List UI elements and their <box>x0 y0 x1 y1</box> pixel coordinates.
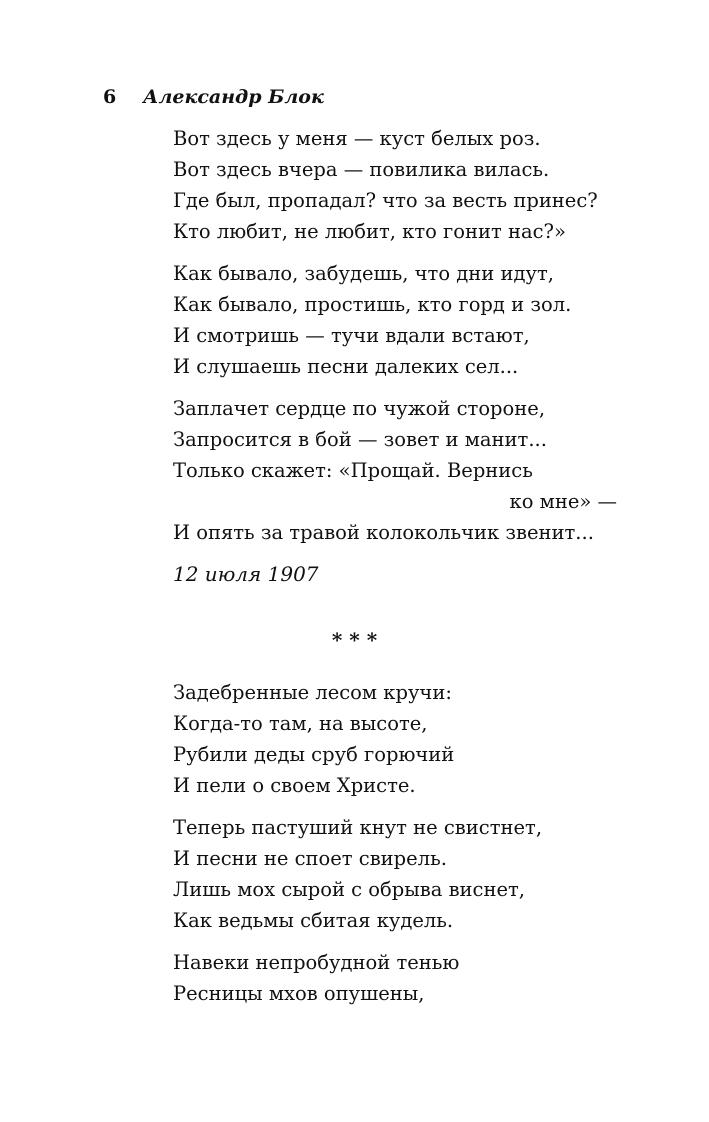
poem-line: Лишь мох сырой с обрыва виснет, <box>173 878 525 901</box>
poem-line-continuation: ко мне» — <box>509 490 617 513</box>
poem-line: Кто любит, не любит, кто гонит нас?» <box>173 220 566 243</box>
section-separator: * * * <box>331 628 378 652</box>
poem1-stanza-1 <box>173 123 643 247</box>
poem1-stanza-3 <box>173 393 643 548</box>
poem2-stanza-1 <box>173 677 643 801</box>
poem-line: Ресницы мхов опушены, <box>173 982 425 1005</box>
page-number: 6 <box>103 86 117 108</box>
poem2-stanza-2 <box>173 812 643 936</box>
poem-line: Рубили деды сруб горючий <box>173 743 455 766</box>
poem-line: Где был, пропадал? что за весть принес? <box>173 189 598 212</box>
poem-line: Как ведьмы сбитая кудель. <box>173 909 454 932</box>
poem-line: Навеки непробудной тенью <box>173 951 460 974</box>
poem-line: И слушаешь песни далеких сел... <box>173 355 519 378</box>
poem1-stanza-2 <box>173 258 643 382</box>
poem-line: Только скажет: «Прощай. Вернись <box>173 459 533 482</box>
running-head <box>103 86 324 108</box>
poem-line: И пели о своем Христе. <box>173 774 416 797</box>
poem-line: И опять за травой колокольчик звенит... <box>173 521 594 544</box>
poem-line: Теперь пастуший кнут не свистнет, <box>173 816 543 839</box>
poem-line: Заплачет сердце по чужой стороне, <box>173 397 546 420</box>
running-head-author: Александр Блок <box>143 86 324 108</box>
poem-line: И смотришь — тучи вдали встают, <box>173 324 530 347</box>
poem-line: Когда-то там, на высоте, <box>173 712 428 735</box>
poem-date: 12 июля 1907 <box>173 562 319 586</box>
poem-line: Как бывало, забудешь, что дни идут, <box>173 262 554 285</box>
poem-line: Вот здесь вчера — повилика вилась. <box>173 158 550 181</box>
poem-line: И песни не споет свирель. <box>173 847 447 870</box>
poem-line: Запросится в бой — зовет и манит... <box>173 428 547 451</box>
poem2-stanza-3 <box>173 947 643 1009</box>
poem-line: Задебренные лесом кручи: <box>173 681 452 704</box>
poem-line: Как бывало, простишь, кто горд и зол. <box>173 293 572 316</box>
poem-line: Вот здесь у меня — куст белых роз. <box>173 127 541 150</box>
